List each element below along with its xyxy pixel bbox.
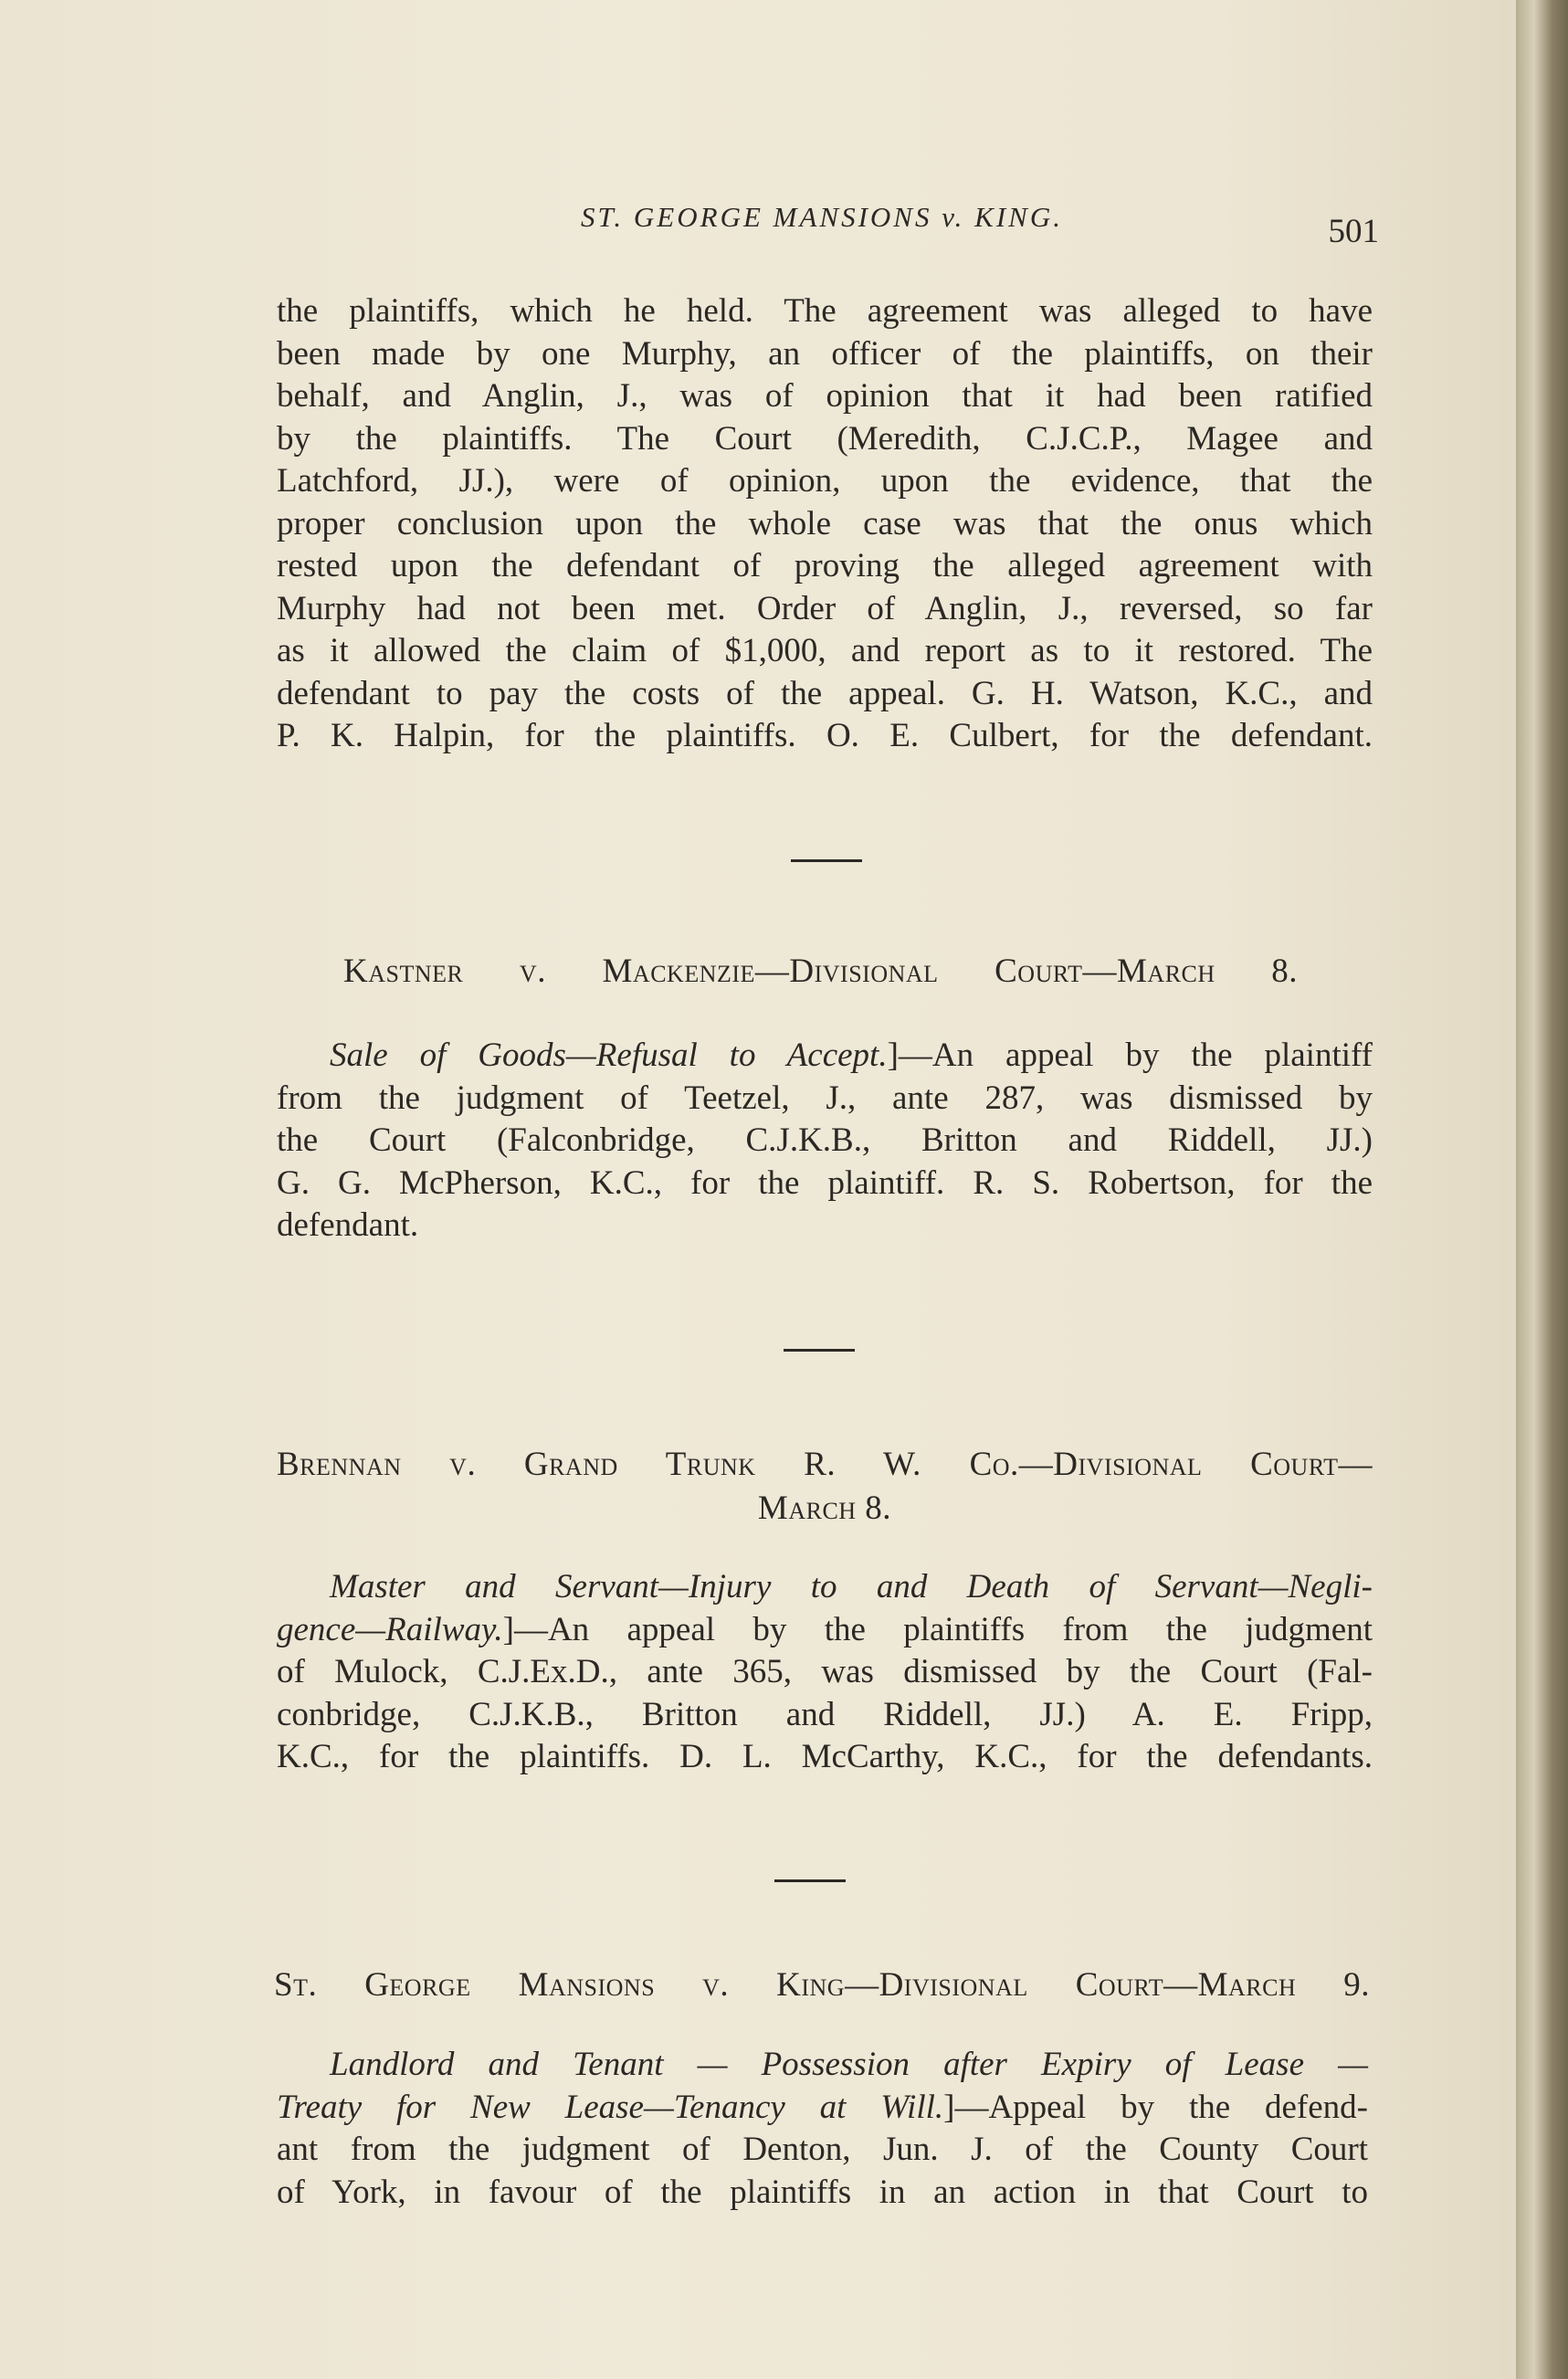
- text-line: [277, 2087, 1368, 2130]
- text-line: defendant.: [277, 1206, 419, 1244]
- text-line: by the plaintiffs. The Court (Meredith, C.J.C.P., Magee and: [277, 419, 1373, 458]
- text-line: the Court (Falconbridge, C.J.K.B., Britton and Riddell, JJ.): [277, 1121, 1373, 1159]
- text-line: ant from the judgment of Denton, Jun. J. of the County Court: [277, 2131, 1368, 2168]
- case-paragraph-st-george: [277, 2044, 1368, 2214]
- case-subject: Treaty for New Lease—Tenancy at Will.: [277, 2088, 944, 2126]
- text-line: K.C., for the plaintiffs. D. L. McCarthy, K.C., for the defendants.: [277, 1738, 1373, 1775]
- running-head-title: ST. GEORGE MANSIONS v. KING.: [580, 201, 1063, 233]
- case-subject: Sale of Goods—Refusal to Accept.: [330, 1037, 888, 1074]
- text-line: [277, 1609, 1373, 1652]
- text-line: G. G. McPherson, K.C., for the plaintiff. R. S. Robertson, for the: [277, 1163, 1373, 1202]
- case-heading-st-george: [274, 1963, 1370, 2007]
- text-line: rested upon the defendant of proving the alleged agreement with: [277, 547, 1373, 584]
- text-run: ]—An appeal by the plaintiffs from the judgment: [502, 1610, 1373, 1648]
- text-line: of York, in favour of the plaintiffs in an action in that Court to: [277, 2173, 1368, 2211]
- text-line: Murphy had not been met. Order of Anglin, J., reversed, so far: [277, 589, 1373, 627]
- text-line: P. K. Halpin, for the plaintiffs. O. E. Culbert, for the defendant.: [277, 717, 1373, 754]
- text-line: proper conclusion upon the whole case was that the onus which: [277, 504, 1373, 542]
- running-head: [274, 194, 1379, 248]
- text-line: from the judgment of Teetzel, J., ante 287, was dismissed by: [277, 1079, 1373, 1117]
- page-number: 501: [1328, 213, 1379, 250]
- text-line: of Mulock, C.J.Ex.D., ante 365, was dismissed by the Court (Fal-: [277, 1653, 1373, 1690]
- case-heading-text: Kastner v. Mackenzie—Divisional Court—March 8.: [343, 953, 1298, 990]
- case-paragraph-kastner: [277, 1035, 1373, 1247]
- case-paragraph-brennan: [277, 1566, 1373, 1779]
- case-heading-brennan: [277, 1443, 1373, 1531]
- text-line: Latchford, JJ.), were of opinion, upon the evidence, that the: [277, 462, 1373, 500]
- text-line: defendant to pay the costs of the appeal. G. H. Watson, K.C., and: [277, 674, 1373, 712]
- text-line: been made by one Murphy, an officer of the plaintiffs, on their: [277, 334, 1373, 373]
- case-subject: gence—Railway.: [277, 1610, 503, 1648]
- section-separator: [784, 1349, 855, 1352]
- book-gutter: [1516, 0, 1568, 2379]
- text-run: ]—An appeal by the plaintiff: [887, 1037, 1373, 1074]
- case-heading-text: March 8.: [757, 1490, 892, 1527]
- case-heading-text: St. George Mansions v. King—Divisional Court—March 9.: [274, 1966, 1370, 2004]
- section-separator: [791, 859, 862, 862]
- section-separator: [774, 1879, 846, 1882]
- text-run: ]—Appeal by the defend-: [943, 2088, 1368, 2126]
- text-line: behalf, and Anglin, J., was of opinion that it had been ratified: [277, 377, 1373, 415]
- text-line: as it allowed the claim of $1,000, and report as to it restored. The: [277, 632, 1373, 669]
- text-line: the plaintiffs, which he held. The agreement was alleged to have: [277, 292, 1373, 330]
- case-heading-text: Brennan v. Grand Trunk R. W. Co.—Divisional Court—: [277, 1446, 1373, 1483]
- text-line: conbridge, C.J.K.B., Britton and Riddell, JJ.) A. E. Fripp,: [277, 1695, 1373, 1733]
- case-subject: Landlord and Tenant — Possession after Expiry of Lease —: [330, 2046, 1368, 2083]
- continued-paragraph: [277, 290, 1373, 758]
- text-line: [277, 1035, 1373, 1078]
- case-heading-kastner: [343, 950, 1298, 994]
- case-subject: Master and Servant—Injury to and Death of Servant—Negli-: [330, 1568, 1373, 1605]
